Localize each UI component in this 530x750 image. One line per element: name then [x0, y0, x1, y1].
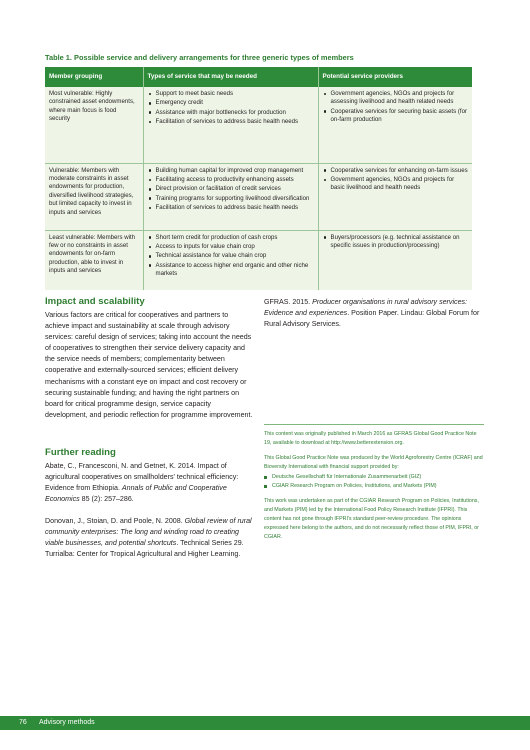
service-item: Direct provision or facilitation of credit services	[148, 185, 314, 193]
reference-text: 85 (2): 257–286.	[79, 495, 134, 504]
reference-abate	[45, 461, 254, 505]
reference-title: Producer organisations in rural advisory services: Evidence and experiences	[264, 298, 468, 318]
table-caption: Table 1. Possible service and delivery arrangements for three generic types of members	[45, 53, 354, 62]
services-cell	[143, 87, 318, 163]
table-header-row	[45, 67, 472, 87]
services-cell	[143, 163, 318, 230]
provider-item: Cooperative services for enhancing on-farm issues	[323, 167, 469, 175]
service-item: Building human capital for improved crop management	[148, 167, 314, 175]
header-service-types: Types of service that may be needed	[143, 67, 318, 87]
service-item: Facilitating access to productivity enhancing assets	[148, 176, 314, 184]
provider-item: Buyers/processors (e.g. technical assistance on specific issues in production/processing)	[323, 234, 469, 251]
providers-cell	[318, 87, 472, 163]
reference-journal: Annals of Public and Cooperative Economics	[45, 484, 227, 504]
service-item: Emergency credit	[148, 99, 314, 107]
page-number: 76	[19, 719, 27, 726]
service-item: Assistance to access higher end organic and other niche markets	[148, 262, 314, 279]
reference-text: . Position Paper. Lindau: Global Forum for Rural Advisory Services.	[264, 309, 480, 329]
header-service-providers: Potential service providers	[318, 67, 472, 87]
reference-text: Abate, C., Francesconi, N. and Getnet, K. 2014. Impact of agricultural cooperatives on smallholders' technical efficiency: Evidence from Ethiopia.	[45, 462, 239, 493]
reference-text: . Technical Series 29. Turrialba: Center for Tropical Agricultural and Higher Learning.	[45, 539, 244, 559]
notes-disclaimer: This work was undertaken as part of the CGIAR Research Program on Policies, Institutions, and Markets (PIM) led by the International Food Policy Research Institute (IFPRI). This content has not gone through IFPRI's standard peer-review procedure. The opinions expressed here belong to the authors, and do not necessarily reflect those of PIM, IFPRI, or CGIAR.	[264, 498, 479, 540]
reference-text: Donovan, J., Stoian, D. and Poole, N. 2008.	[45, 517, 185, 525]
service-item: Access to inputs for value chain crop	[148, 243, 314, 251]
member-group-cell: Most vulnerable: Highly constrained asset endowments, where main focus is food security	[45, 87, 143, 163]
reference-donovan	[45, 516, 254, 560]
services-cell	[143, 230, 318, 290]
member-group-cell: Vulnerable: Members with moderate constraints in asset endowments for production, diversified livelihood strategies, but limited capacity to invest in inputs and services	[45, 163, 143, 230]
funder-item: Deutsche Gesellschaft für Internationale Zusammenarbeit (GIZ)	[264, 473, 484, 482]
table-row	[45, 163, 472, 230]
service-item: Facilitation of services to address basic health needs	[148, 118, 314, 126]
service-item: Facilitation of services to address basic health needs	[148, 204, 314, 212]
service-item: Training programs for supporting livelihood diversification	[148, 195, 314, 203]
notes-funding: This Global Good Practice Note was produced by the World Agroforestry Centre (ICRAF) and Bioversity International with financial support provided by:	[264, 455, 483, 470]
notes-origin: This content was originally published in March 2016 as GFRAS Global Good Practice Note 19, available to download at http://www.betterextension.org.	[264, 431, 477, 446]
member-group-cell: Least vulnerable: Members with few or no constraints in asset endowments for on-farm production, able to invest in inputs and services	[45, 230, 143, 290]
provider-item: Government agencies, NGOs and projects for assessing livelihood and health related needs	[323, 90, 469, 107]
footer-bar	[0, 716, 530, 730]
impact-heading: Impact and scalability	[45, 296, 145, 307]
provider-item: Government agencies, NGOs and projects for basic livelihood and health needs	[323, 176, 469, 193]
reference-text: GFRAS. 2015.	[264, 298, 313, 306]
service-arrangements-table	[45, 67, 472, 290]
service-item: Assistance with major bottlenecks for production	[148, 109, 314, 117]
impact-body: Various factors are critical for cooperatives and partners to achieve impact and sustainability at scale through advisory services: careful design of services; taking into account the needs of cooperatives to strengthen their service delivery capacity and the service needs of members; complementarity between cooperative and externally-sourced services; efficient delivery mechanisms with a constant eye on impact and cost recovery or securing sustainable funding; and having the right partners on board for critical programme design, service capacity development, and periodic reflection for programme improvement.	[45, 311, 253, 419]
service-item: Short term credit for production of cash crops	[148, 234, 314, 242]
table-row	[45, 230, 472, 290]
funder-list	[264, 473, 484, 491]
further-reading-heading: Further reading	[45, 447, 116, 458]
service-item: Support to meet basic needs	[148, 90, 314, 98]
providers-cell	[318, 163, 472, 230]
publication-notes	[264, 424, 484, 548]
reference-gfras	[264, 297, 482, 330]
header-member-grouping: Member grouping	[45, 67, 143, 87]
provider-item: Cooperative services for securing basic assets (for on-farm production	[323, 108, 469, 125]
service-item: Technical assistance for value chain crop	[148, 252, 314, 260]
table-row	[45, 87, 472, 163]
reference-title: Global review of rural community enterprises: The long and winding road to creating viable businesses, and potential shortcuts	[45, 517, 252, 548]
funder-item: CGIAR Research Program on Policies, Institutions, and Markets (PIM)	[264, 482, 484, 491]
section-title: Advisory methods	[39, 719, 95, 726]
providers-cell	[318, 230, 472, 290]
